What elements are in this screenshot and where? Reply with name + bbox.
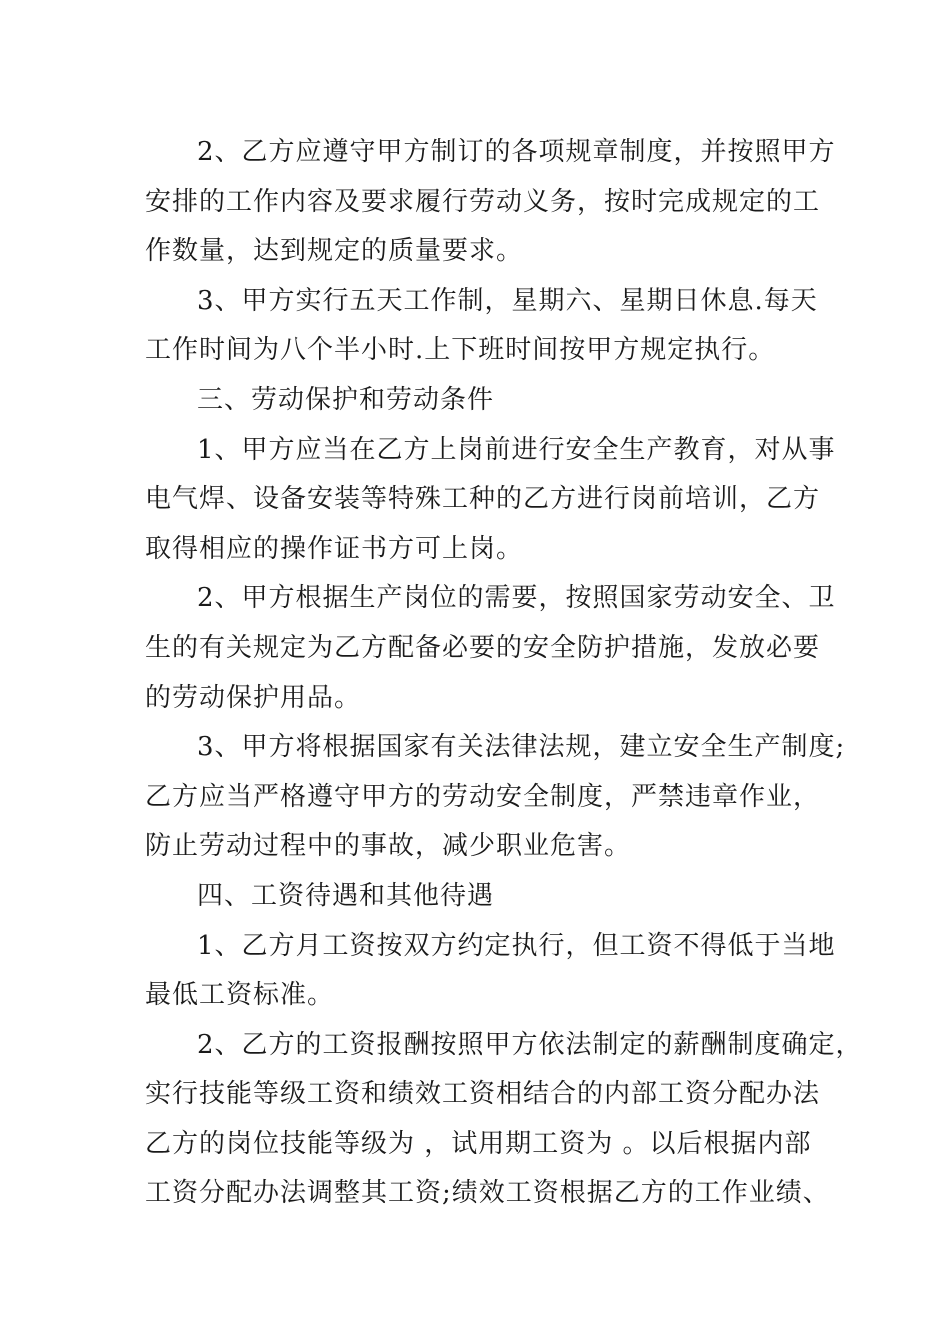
- paragraph-monthly-wage: [145, 922, 835, 1021]
- paragraph-rules-compliance: [145, 128, 835, 277]
- text-line: 防止劳动过程中的事故，减少职业危害。: [145, 831, 632, 862]
- text-line: 2、乙方应遵守甲方制订的各项规章制度，并按照甲方: [197, 137, 836, 167]
- text-line: 取得相应的操作证书方可上岗。: [145, 533, 524, 564]
- text-line: 电气焊、设备安装等特殊工种的乙方进行岗前培训，乙方: [145, 484, 821, 515]
- paragraph-protective-equipment: [145, 574, 835, 723]
- heading-text: 三、劳动保护和劳动条件: [197, 384, 495, 415]
- heading-text: 四、工资待遇和其他待遇: [197, 880, 495, 911]
- text-line: 最低工资标准。: [145, 980, 335, 1011]
- text-line: 生的有关规定为乙方配备必要的安全防护措施，发放必要: [145, 632, 821, 663]
- document-body: [145, 128, 863, 1219]
- text-line: 乙方应当严格遵守甲方的劳动安全制度，严禁违章作业，: [145, 781, 821, 812]
- paragraph-work-schedule: [145, 277, 835, 376]
- text-line: 安排的工作内容及要求履行劳动义务，按时完成规定的工: [145, 186, 821, 217]
- paragraph-wage-system: [145, 1021, 863, 1219]
- text-line: 工资分配办法调整其工资;绩效工资根据乙方的工作业绩、: [145, 1178, 830, 1209]
- text-line: 1、甲方应当在乙方上岗前进行安全生产教育，对从事: [197, 434, 836, 465]
- text-line: 作数量，达到规定的质量要求。: [145, 236, 524, 267]
- text-line: 工作时间为八个半小时.上下班时间按甲方规定执行。: [145, 335, 776, 366]
- text-line: 的劳动保护用品。: [145, 682, 362, 713]
- section-heading-wages: [145, 872, 835, 922]
- text-line: 乙方的岗位技能等级为 ，试用期工资为 。以后根据内部: [145, 1128, 812, 1159]
- text-line: 2、乙方的工资报酬按照甲方依法制定的薪酬制度确定，: [197, 1029, 863, 1060]
- paragraph-safety-system: [145, 723, 846, 872]
- section-heading-labor-protection: [145, 376, 835, 426]
- text-line: 3、甲方将根据国家有关法律法规，建立安全生产制度;: [197, 732, 846, 763]
- text-line: 1、乙方月工资按双方约定执行，但工资不得低于当地: [197, 930, 836, 961]
- text-line: 3、甲方实行五天工作制，星期六、星期日休息.每天: [197, 285, 818, 316]
- paragraph-safety-education: [145, 426, 835, 575]
- text-line: 2、甲方根据生产岗位的需要，按照国家劳动安全、卫: [197, 583, 836, 614]
- text-line: 实行技能等级工资和绩效工资相结合的内部工资分配办法: [145, 1079, 821, 1110]
